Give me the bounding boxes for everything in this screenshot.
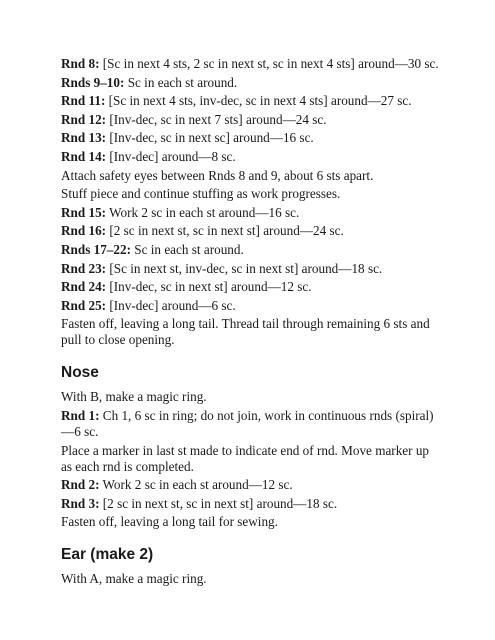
instruction-note [61, 443, 441, 475]
instruction-line [61, 93, 441, 109]
round-text: [Sc in next 4 sts, inv-dec, sc in next 4 sts] around—27 sc. [105, 93, 412, 109]
round-text: [Sc in next 4 sts, 2 sc in next st, sc in next 4 sts] around—30 sc. [99, 56, 439, 71]
instruction-line [61, 56, 441, 72]
instruction-line [61, 75, 441, 91]
round-text: [Inv-dec, sc in next st] around—12 sc. [106, 279, 312, 295]
round-label: Rnds 9–10: [61, 74, 125, 90]
note-text: With B, make a magic ring. [61, 389, 207, 405]
round-label: Rnd 25: [61, 297, 107, 313]
round-label: Rnd 1: [61, 407, 100, 423]
round-label: Rnd 23: [61, 260, 107, 276]
round-text: [Inv-dec] around—6 sc. [106, 297, 236, 313]
instruction-line [61, 496, 441, 512]
round-text: [Inv-dec] around—8 sc. [106, 148, 236, 164]
round-label: Rnd 24: [61, 279, 107, 295]
round-text: Sc in each st around. [124, 74, 238, 90]
ear-instructions [61, 571, 441, 587]
round-text: Work 2 sc in each st around—16 sc. [106, 204, 300, 220]
instruction-line [61, 279, 441, 295]
instruction-line [61, 205, 441, 221]
instruction-note [61, 389, 441, 405]
round-text: Ch 1, 6 sc in ring; do not join, work in continuous rnds (spiral)—6 sc. [61, 407, 434, 439]
round-text: [2 sc in next st, sc in next st] around—24 sc. [106, 223, 344, 239]
instruction-line [61, 112, 441, 128]
note-text: Fasten off, leaving a long tail for sewing. [61, 514, 278, 530]
head-instructions [61, 56, 441, 348]
round-text: [Inv-dec, sc in next sc] around—16 sc. [106, 130, 314, 146]
instruction-line [61, 261, 441, 277]
round-label: Rnd 12: [61, 111, 107, 127]
instruction-line [61, 149, 441, 165]
instruction-line [61, 298, 441, 314]
note-text: Attach safety eyes between Rnds 8 and 9, about 6 sts apart. [61, 167, 374, 183]
round-text: [Inv-dec, sc in next 7 sts] around—24 sc. [106, 111, 327, 127]
instruction-line [61, 408, 441, 440]
instruction-note [61, 571, 441, 587]
round-label: Rnd 11: [61, 93, 106, 109]
round-label: Rnd 2: [61, 477, 100, 493]
instruction-note [61, 168, 441, 184]
note-text: With A, make a magic ring. [61, 571, 207, 587]
instruction-line [61, 223, 441, 239]
nose-instructions [61, 389, 441, 530]
instruction-note [61, 316, 441, 348]
nose-heading: Nose [61, 364, 99, 382]
round-label: Rnds 17–22: [61, 241, 131, 257]
round-text: [2 sc in next st, sc in next st] around—18 sc. [99, 495, 338, 511]
instruction-note [61, 514, 441, 530]
round-label: Rnd 13: [61, 130, 107, 146]
round-text: Sc in each st around. [130, 241, 244, 257]
round-label: Rnd 3: [61, 495, 100, 511]
round-label: Rnd 8: [61, 56, 100, 71]
ear-heading: Ear (make 2) [61, 546, 154, 564]
note-text: Place a marker in last st made to indicate end of rnd. Move marker up as each rnd is completed. [61, 442, 430, 474]
round-text: [Sc in next st, inv-dec, sc in next st] around—18 sc. [106, 260, 383, 276]
round-label: Rnd 15: [61, 204, 107, 220]
instruction-line [61, 130, 441, 146]
instruction-note [61, 186, 441, 202]
note-text: Fasten off, leaving a long tail. Thread tail through remaining 6 sts and pull to close opening. [61, 316, 430, 348]
instruction-line [61, 242, 441, 258]
instruction-line [61, 477, 441, 493]
round-text: Work 2 sc in each st around—12 sc. [99, 477, 293, 493]
round-label: Rnd 16: [61, 223, 107, 239]
round-label: Rnd 14: [61, 148, 107, 164]
note-text: Stuff piece and continue stuffing as work progresses. [61, 186, 341, 202]
pattern-page [61, 56, 441, 590]
